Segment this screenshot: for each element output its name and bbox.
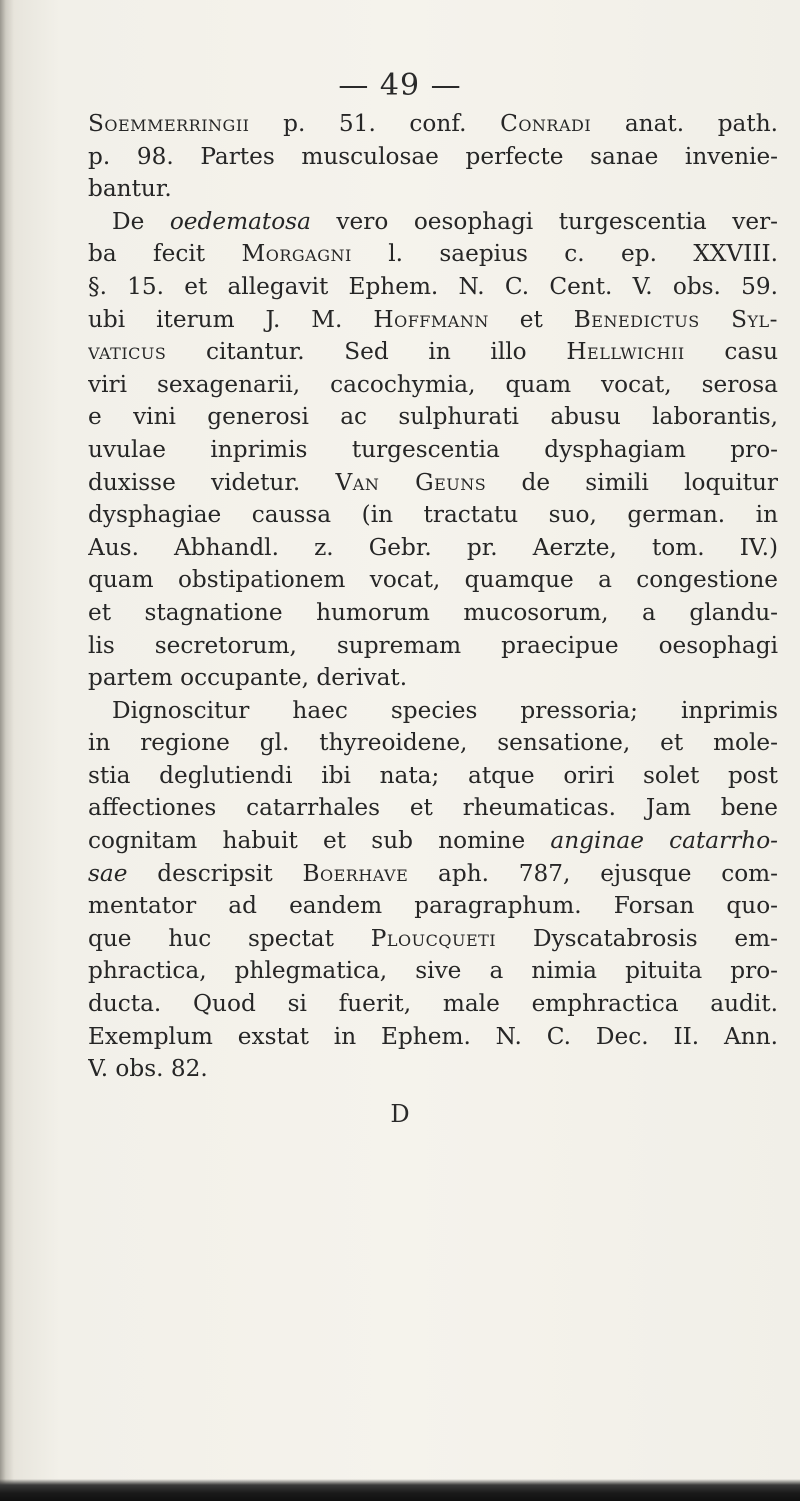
author-name: Soemmerringii: [88, 110, 250, 137]
text-line: duxisse videtur. Van Geuns de simili loquitur: [88, 468, 778, 496]
page-gutter-shadow: [0, 0, 14, 1501]
emphasis: anginae catarrho-: [550, 827, 778, 855]
text-line: in regione gl. thyreoidene, sensatione, et mole-: [88, 729, 778, 757]
text-line: sae descripsit Boerhave aph. 787, ejusque com-: [88, 859, 778, 887]
scan-bottom-edge: [0, 1479, 800, 1501]
text-line: De oedematosa vero oesophagi turgescentia ver-: [112, 207, 778, 235]
text-line: Aus. Abhandl. z. Gebr. pr. Aerzte, tom. IV.): [88, 533, 778, 561]
text-line: §. 15. et allegavit Ephem. N. C. Cent. V. obs. 59.: [88, 272, 778, 300]
text-line: que huc spectat Ploucqueti Dyscatabrosis em-: [88, 924, 778, 952]
text-line: Exemplum exstat in Ephem. N. C. Dec. II. Ann.: [88, 1022, 778, 1050]
author-name: Benedictus Syl-: [573, 305, 778, 333]
signature-mark: D: [390, 1100, 410, 1128]
text-line: lis secretorum, supremam praecipue oesophagi: [88, 631, 778, 659]
author-name: vaticus: [88, 338, 167, 366]
text-line: viri sexagenarii, cacochymia, quam vocat, serosa: [88, 370, 778, 398]
text-line: et stagnatione humorum mucosorum, a glandu-: [88, 598, 778, 626]
text-line: Soemmerringii p. 51. conf. Conradi anat. path.: [88, 110, 778, 137]
emphasis: sae: [88, 859, 128, 887]
text-line: phractica, phlegmatica, sive a nimia pituita pro-: [88, 957, 778, 985]
text-line: vaticus citantur. Sed in illo Hellwichii casu: [88, 338, 778, 366]
author-name: Morgagni: [241, 240, 352, 268]
text-line: affectiones catarrhales et rheumaticas. Jam bene: [88, 794, 778, 822]
text-line: Dignoscitur haec species pressoria; inprimis: [112, 696, 778, 724]
author-name: Hoffmann: [373, 305, 489, 333]
text-line: stia deglutiendi ibi nata; atque oriri solet post: [88, 761, 778, 789]
emphasis: oedematosa: [169, 207, 311, 235]
text-line: partem occupante, derivat.: [88, 664, 408, 692]
author-name: Hellwichii: [566, 338, 685, 366]
text-line: ba fecit Morgagni l. saepius c. ep. XXVIII.: [88, 240, 778, 268]
text-line: cognitam habuit et sub nomine anginae catarrho-: [88, 827, 778, 855]
page-number: — 49 —: [338, 68, 462, 103]
author-name: Ploucqueti: [370, 924, 497, 952]
author-name: Van Geuns: [335, 468, 487, 496]
text-line: uvulae inprimis turgescentia dysphagiam pro-: [88, 435, 778, 463]
text-line: bantur.: [88, 175, 172, 203]
text-line: quam obstipationem vocat, quamque a congestione: [88, 566, 778, 594]
text-line: p. 98. Partes musculosae perfecte sanae invenie-: [88, 142, 778, 170]
text-line: mentator ad eandem paragraphum. Forsan quo-: [88, 892, 778, 920]
author-name: Conradi: [500, 110, 592, 137]
text-line: e vini generosi ac sulphurati abusu laborantis,: [88, 403, 778, 431]
text-line: V. obs. 82.: [88, 1055, 208, 1083]
author-name: Boerhave: [302, 859, 409, 887]
text-line: ducta. Quod si fuerit, male emphractica audit.: [88, 990, 778, 1018]
text-line: dysphagiae caussa (in tractatu suo, german. in: [88, 501, 778, 529]
text-line: ubi iterum J. M. Hoffmann et Benedictus Syl-: [88, 305, 778, 333]
body-text: [88, 108, 778, 1086]
